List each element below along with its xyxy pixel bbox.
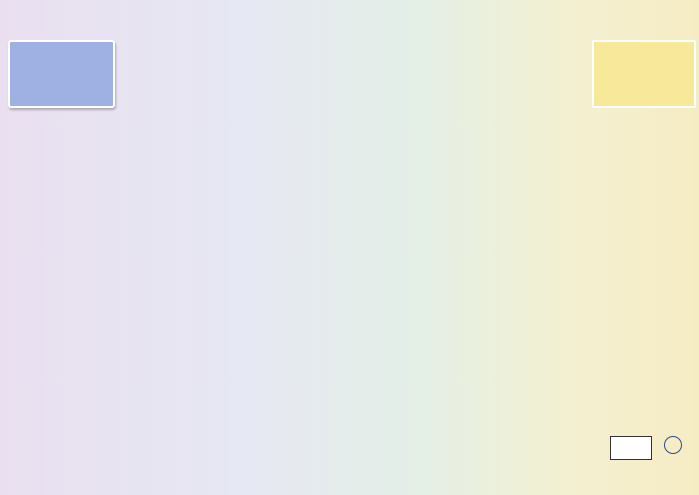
header-pre-industrial xyxy=(195,40,282,108)
header-gwp xyxy=(592,40,696,108)
header-chemical-formula xyxy=(121,40,193,108)
header-anthropogenic-sources xyxy=(470,40,590,108)
header-concentration-1994 xyxy=(284,40,368,108)
unep-emblem-icon xyxy=(664,436,682,454)
grid-arendal-logo xyxy=(610,436,652,460)
header-greenhouse-gases xyxy=(8,40,115,108)
table-header xyxy=(8,40,696,108)
header-atmospheric-lifetime xyxy=(370,40,468,108)
logos xyxy=(610,436,694,462)
unep-logo xyxy=(658,436,688,460)
greenhouse-gas-table xyxy=(8,110,696,414)
